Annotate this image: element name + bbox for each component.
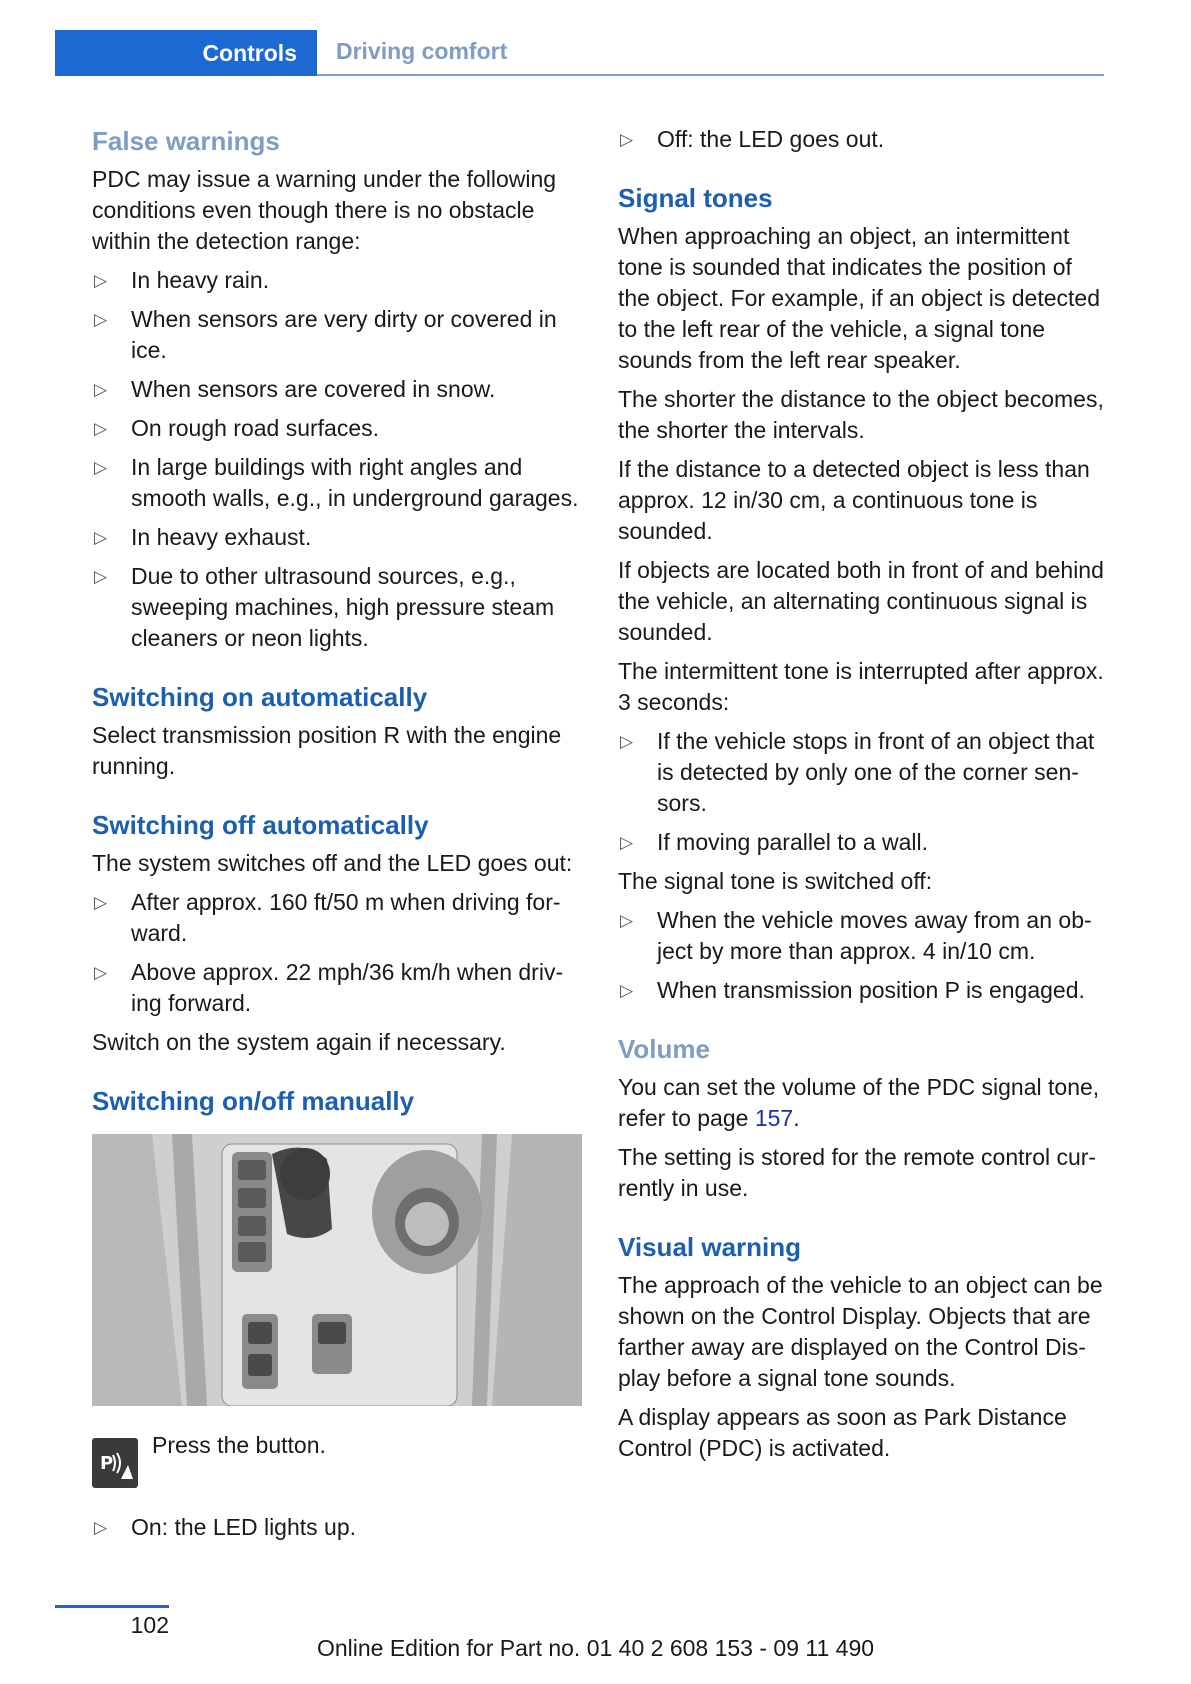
- page-reference-link[interactable]: 157: [754, 1105, 794, 1131]
- bullet-triangle-icon: ▷: [620, 981, 634, 1000]
- bullet-triangle-icon: ▷: [94, 963, 108, 982]
- false-warnings-list: [92, 265, 582, 654]
- false-warnings-heading: False warnings: [92, 126, 280, 156]
- footer-rule: [55, 1605, 169, 1608]
- manual-list: [92, 1512, 582, 1543]
- bullet-triangle-icon: ▷: [94, 380, 108, 399]
- list-item: ▷ On rough road surfaces.: [92, 413, 582, 444]
- list-item: ▷ Off: the LED goes out.: [618, 124, 1108, 155]
- bullet-triangle-icon: ▷: [620, 130, 634, 149]
- press-button-text: Press the button.: [152, 1432, 326, 1458]
- switch-off-auto-intro: The system switches off and the LED goes out:: [92, 850, 573, 876]
- list-item: ▷ In heavy rain.: [92, 265, 582, 296]
- signal-tones-list-2: [618, 905, 1108, 1006]
- visual-warning-heading: Visual warning: [618, 1232, 802, 1262]
- visual-warning-p2: A display appears as soon as Park Distance Control (PDC) is activated.: [618, 1404, 1067, 1461]
- bullet-triangle-icon: ▷: [94, 567, 108, 586]
- press-button-instruction: [92, 1430, 582, 1488]
- list-item: ▷ In heavy exhaust.: [92, 522, 582, 553]
- list-item: ▷ If moving parallel to a wall.: [618, 827, 1108, 858]
- list-item: ▷ In large buildings with right angles and smooth walls, e.g., in underground garages.: [94, 454, 579, 511]
- list-item: ▷ Above approx. 22 mph/36 km/h when driv‐ing forward.: [94, 959, 564, 1016]
- bullet-triangle-icon: ▷: [94, 271, 108, 290]
- bullet-triangle-icon: ▷: [620, 911, 634, 930]
- bullet-triangle-icon: ▷: [94, 893, 108, 912]
- page-number: 102: [130, 1612, 169, 1638]
- bullet-triangle-icon: ▷: [620, 833, 634, 852]
- list-item: ▷ When the vehicle moves away from an ob‐ject by more than approx. 4 in/10 cm.: [620, 907, 1092, 964]
- signal-tones-p4: If objects are located both in front of and behind the vehicle, an alternating continuous signal is sounded.: [618, 557, 1104, 645]
- signal-tones-heading: Signal tones: [618, 183, 773, 213]
- bullet-triangle-icon: ▷: [94, 310, 108, 329]
- visual-warning-p1: The approach of the vehicle to an object can be shown on the Control Display. Objects that are farther away are displayed on the Control Dis‐play before a signal tone sounds.: [618, 1272, 1103, 1391]
- switch-on-auto-text: Select transmission position R with the engine running.: [92, 722, 562, 779]
- signal-tones-p2: The shorter the distance to the object becomes, the shorter the intervals.: [618, 386, 1104, 443]
- signal-tones-p6: The signal tone is switched off:: [618, 868, 933, 894]
- switch-off-auto-outro: Switch on the system again if necessary.: [92, 1029, 506, 1055]
- bullet-triangle-icon: ▷: [94, 1518, 108, 1537]
- list-item: ▷ Due to other ultrasound sources, e.g., sweeping machines, high pressure steam cleaners or neon lights.: [94, 563, 555, 651]
- list-item: ▷ After approx. 160 ft/50 m when driving for‐ward.: [94, 889, 561, 946]
- false-warnings-intro: PDC may issue a warning under the following conditions even though there is no obstacle within the detection range:: [92, 166, 557, 254]
- manual-list-continued: [618, 124, 1108, 155]
- subsection-title: Driving comfort: [336, 38, 508, 64]
- bullet-triangle-icon: ▷: [620, 732, 634, 751]
- manual-heading: Switching on/off manually: [92, 1086, 415, 1116]
- switch-off-auto-list: [92, 887, 582, 1019]
- right-column: [618, 124, 1108, 1472]
- volume-p1: You can set the volume of the PDC signal tone, refer to page 157.: [618, 1074, 1100, 1131]
- list-item: ▷ When sensors are covered in snow.: [92, 374, 582, 405]
- section-title: Controls: [202, 39, 297, 66]
- bullet-triangle-icon: ▷: [94, 458, 108, 477]
- section-tab: [55, 30, 317, 76]
- list-item: ▷ If the vehicle stops in front of an object that is detected by only one of the corner sen‐sors.: [620, 728, 1095, 816]
- header-rule: [317, 74, 1104, 76]
- edition-info: Online Edition for Part no. 01 40 2 608 153 - 09 11 490: [316, 1635, 875, 1661]
- left-column: [92, 124, 582, 1551]
- list-item: ▷ On: the LED lights up.: [92, 1512, 582, 1543]
- bullet-triangle-icon: ▷: [94, 528, 108, 547]
- volume-p2: The setting is stored for the remote control cur‐rently in use.: [618, 1144, 1097, 1201]
- signal-tones-p1: When approaching an object, an intermittent tone is sounded that indicates the position of the object. For example, if an object is detected to the left rear of the vehicle, a signal tone sounds from the left rear speaker.: [618, 223, 1100, 373]
- signal-tones-list-1: [618, 726, 1108, 858]
- pdc-button-icon: [92, 1438, 138, 1488]
- svg-text:P: P: [100, 1453, 114, 1474]
- switch-on-auto-heading: Switching on automatically: [92, 682, 428, 712]
- signal-tones-p5: The intermittent tone is interrupted after approx. 3 seconds:: [618, 658, 1104, 715]
- list-item: ▷ When sensors are very dirty or covered in ice.: [94, 306, 557, 363]
- switch-off-auto-heading: Switching off automatically: [92, 810, 429, 840]
- center-console-illustration: [92, 1134, 582, 1406]
- volume-heading: Volume: [618, 1034, 710, 1064]
- signal-tones-p3: If the distance to a detected object is less than approx. 12 in/30 cm, a continuous tone is sounded.: [618, 456, 1090, 544]
- bullet-triangle-icon: ▷: [94, 419, 108, 438]
- list-item: ▷ When transmission position P is engaged.: [618, 975, 1108, 1006]
